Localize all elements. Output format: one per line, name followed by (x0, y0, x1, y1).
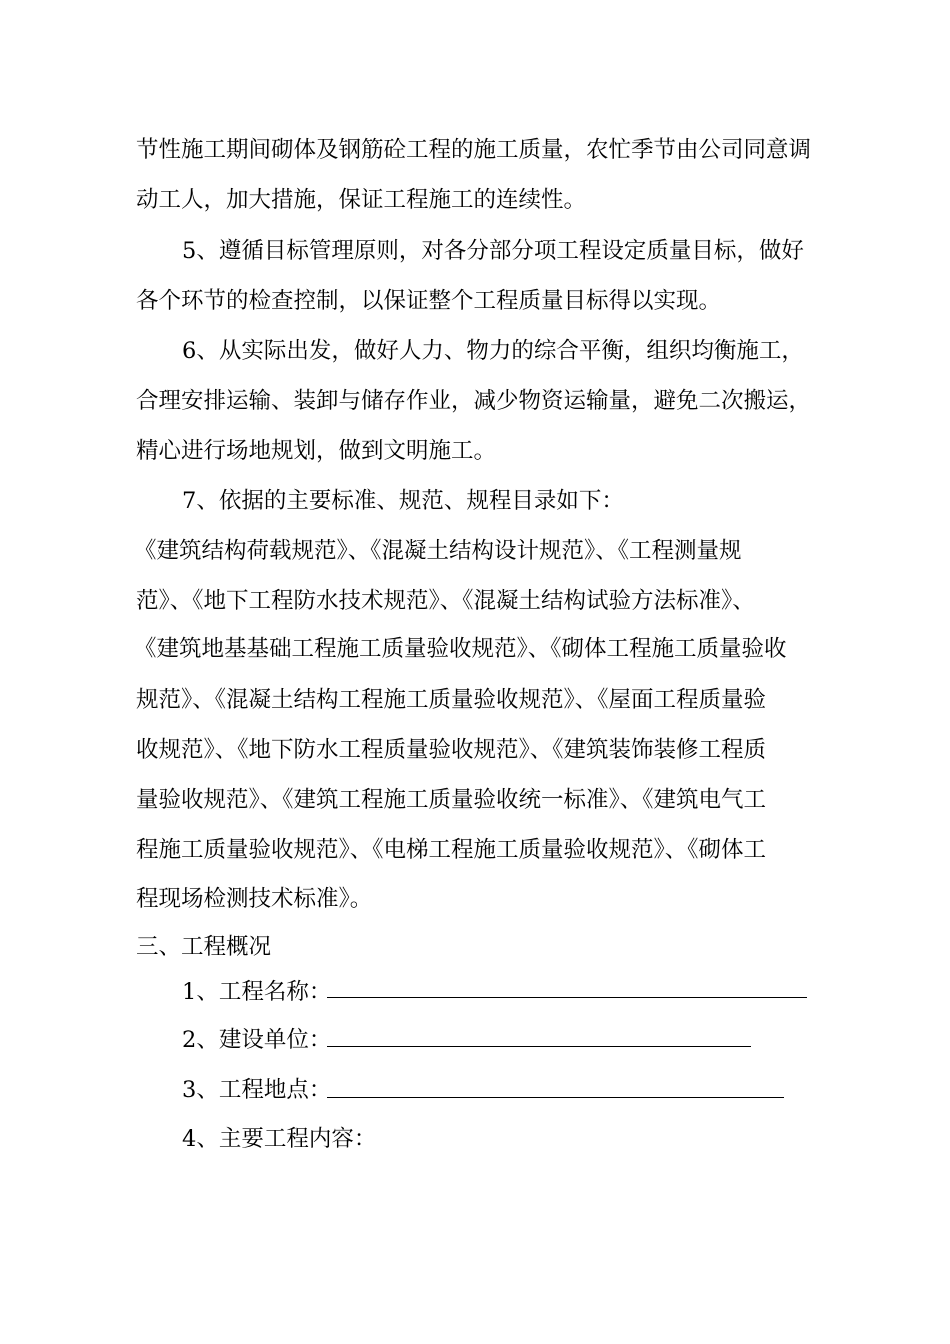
section-3-heading: 三、工程概况 (136, 934, 272, 960)
paragraph-6-line-2: 合理安排运输、装卸与储存作业，减少物资运输量，避免二次搬运， (136, 388, 812, 414)
paragraph-5-line-2: 各个环节的检查控制，以保证整个工程质量目标得以实现。 (136, 288, 722, 314)
paragraph-5-line-1: 5、遵循目标管理原则，对各分部分项工程设定质量目标，做好 (182, 238, 804, 264)
standards-list-line-2: 范》、《地下工程防水技术规范》、《混凝土结构试验方法标准》、 (136, 588, 755, 614)
project-location-label: 3、工程地点： (182, 1077, 332, 1103)
construction-unit-label: 2、建设单位： (182, 1027, 332, 1053)
standards-list-line-3: 《建筑地基基础工程施工质量验收规范》、《砌体工程施工质量验收 (134, 636, 787, 662)
paragraph-4-continuation-line-1: 节性施工期间砌体及钢筋砼工程的施工质量，农忙季节由公司同意调 (136, 137, 812, 163)
paragraph-7-intro: 7、依据的主要标准、规范、规程目录如下： (182, 488, 624, 514)
standards-list-line-8: 程现场检测技术标准》。 (136, 886, 373, 912)
standards-list-line-5: 收规范》、《地下防水工程质量验收规范》、《建筑装饰装修工程质 (136, 737, 767, 763)
standards-list-line-4: 规范》、《混凝土结构工程施工质量验收规范》、《屋面工程质量验 (136, 687, 767, 713)
main-work-content-label: 4、主要工程内容： (182, 1126, 377, 1152)
standards-list-line-6: 量验收规范》、《建筑工程施工质量验收统一标准》、《建筑电气工 (136, 787, 767, 813)
project-location-blank-line[interactable] (327, 1097, 784, 1098)
paragraph-6-line-1: 6、从实际出发，做好人力、物力的综合平衡，组织均衡施工， (182, 338, 804, 364)
construction-unit-blank-line[interactable] (327, 1046, 751, 1047)
construction-unit-field (182, 1025, 331, 1055)
project-name-label: 1、工程名称： (182, 979, 332, 1005)
paragraph-6-line-3: 精心进行场地规划，做到文明施工。 (136, 438, 497, 464)
project-name-field (182, 977, 331, 1007)
project-location-field (182, 1075, 331, 1105)
paragraph-4-continuation-line-2: 动工人，加大措施，保证工程施工的连续性。 (136, 187, 587, 213)
main-work-content-field (182, 1124, 376, 1154)
project-name-blank-line[interactable] (327, 997, 807, 998)
standards-list-line-7: 程施工质量验收规范》、《电梯工程施工质量验收规范》、《砌体工 (136, 837, 767, 863)
standards-list-line-1: 《建筑结构荷载规范》、《混凝土结构设计规范》、《工程测量规 (134, 538, 742, 564)
